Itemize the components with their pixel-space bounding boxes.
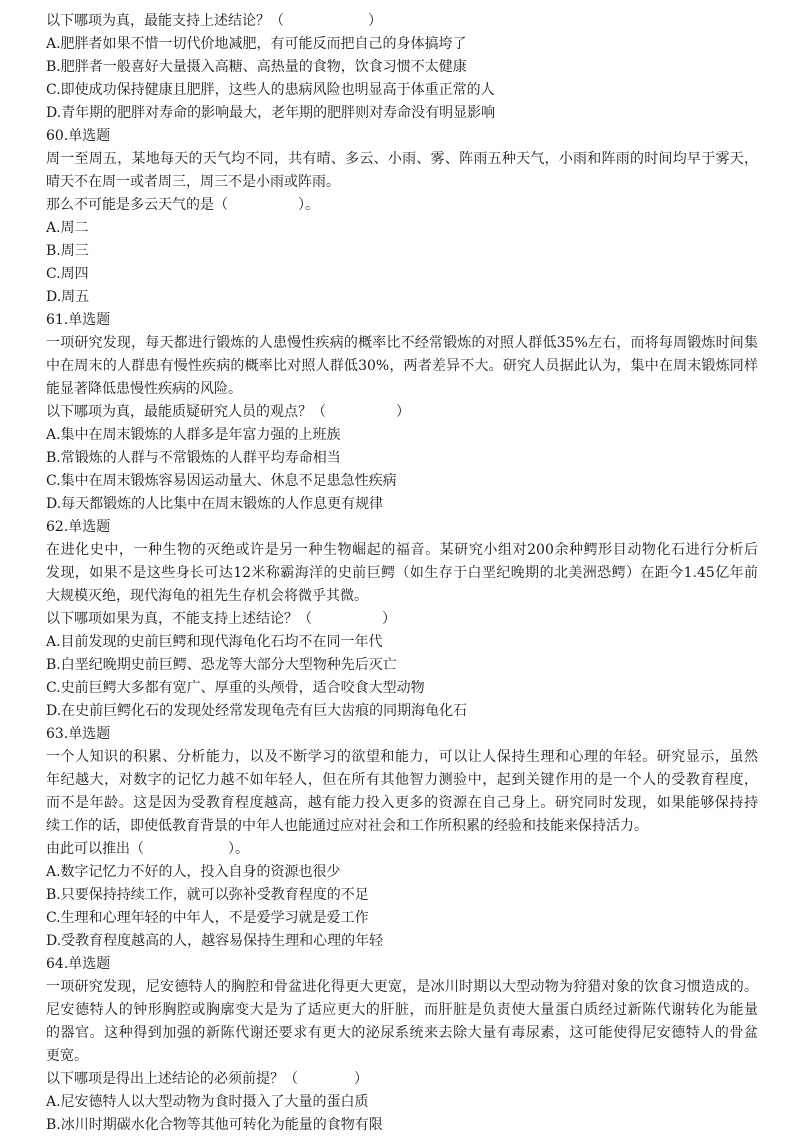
answer-option: C.即使成功保持健康且肥胖，这些人的患病风险也明显高于体重正常的人 — [46, 82, 495, 98]
text-line: 一项研究发现，每天都进行锻炼的人患慢性疾病的概率比不经常锻炼的对照人群低35%左右，而将每周锻炼时间集 — [46, 335, 758, 351]
text-line: 晴天不在周一或者周三，周三不是小雨或阵雨。 — [46, 174, 340, 190]
answer-option: B.常锻炼的人群与不常锻炼的人群平均寿命相当 — [46, 450, 341, 466]
text-line: 尼安德特人的钟形胸腔或胸廓变大是为了适应更大的肝脏，而肝脏是负责使大量蛋白质经过新陈代谢转化为能量 — [46, 1002, 758, 1018]
question-prompt: 那么不可能是多云天气的是（ ）。 — [46, 197, 319, 213]
answer-option: D.每天都锻炼的人比集中在周末锻炼的人作息更有规律 — [46, 496, 384, 512]
question-q63 — [46, 723, 758, 953]
exam-page — [46, 10, 758, 1137]
text-line: 而不是年龄。这是因为受教育程度越高，越有能力投入更多的资源在自己身上。研究同时发现，如果能够保持持 — [46, 795, 758, 811]
answer-option: C.生理和心理年轻的中年人，不是爱学习就是爱工作 — [46, 910, 369, 926]
question-prompt: 由此可以推出（ ）。 — [46, 841, 249, 857]
text-line: 续工作的话，即使低教育背景的中年人也能通过应对社会和工作所积累的经验和技能来保持活力。 — [46, 818, 648, 834]
question-q59-tail — [46, 10, 758, 125]
answer-option: A.集中在周末锻炼的人群多是年富力强的上班族 — [46, 427, 341, 443]
question-q64 — [46, 953, 758, 1137]
question-q62 — [46, 516, 758, 723]
question-prompt: 以下哪项如果为真，不能支持上述结论？（ ） — [46, 611, 396, 627]
question-prompt: 以下哪项是得出上述结论的必须前提？（ ） — [46, 1071, 368, 1087]
text-line: 发现，如果不是这些身长可达12米称霸海洋的史前巨鳄（如生存于白垩纪晚期的北美洲恐鳄）在距今1.45亿年前 — [46, 565, 758, 581]
text-line: 年纪越大，对数字的记忆力越不如年轻人，但在所有其他智力测验中，起到关键作用的是一个人的受教育程度， — [46, 772, 758, 788]
text-line: 一个人知识的积累、分析能力，以及不断学习的欲望和能力，可以让人保持生理和心理的年轻。研究显示，虽然 — [46, 749, 758, 765]
answer-option: A.目前发现的史前巨鳄和现代海龟化石均不在同一年代 — [46, 634, 383, 650]
text-line: 周一至周五，某地每天的天气均不同，共有晴、多云、小雨、雾、阵雨五种天气，小雨和阵雨的时间均早于雾天， — [46, 151, 758, 167]
answer-option: A.周二 — [46, 220, 89, 236]
answer-option: B.肥胖者一般喜好大量摄入高糖、高热量的食物，饮食习惯不太健康 — [46, 59, 467, 75]
answer-option: B.只要保持持续工作，就可以弥补受教育程度的不足 — [46, 887, 369, 903]
text-line: 大规模灭绝，现代海龟的祖先生存机会将微乎其微。 — [46, 588, 368, 604]
question-q61 — [46, 309, 758, 516]
question-q60 — [46, 125, 758, 309]
question-header: 60.单选题 — [46, 128, 111, 144]
question-header: 63.单选题 — [46, 726, 111, 742]
answer-option: B.白垩纪晚期史前巨鳄、恐龙等大部分大型物种先后灭亡 — [46, 657, 397, 673]
text-line: 在进化史中，一种生物的灭绝或许是另一种生物崛起的福音。某研究小组对200余种鳄形目动物化石进行分析后 — [46, 542, 758, 558]
question-prompt: 以下哪项为真，最能支持上述结论？（ ） — [46, 13, 382, 29]
text-line: 的器官。这种得到加强的新陈代谢还要求有更大的泌尿系统来去除大量有毒尿素，这可能使得尼安德特人的骨盆 — [46, 1025, 758, 1041]
text-line: 更宽。 — [46, 1048, 88, 1064]
answer-option: C.史前巨鳄大多都有宽广、厚重的头颅骨，适合咬食大型动物 — [46, 680, 425, 696]
text-line: 一项研究发现，尼安德特人的胸腔和骨盆进化得更大更宽，是冰川时期以大型动物为狩猎对象的饮食习惯造成的。 — [46, 979, 758, 995]
answer-option: A.尼安德特人以大型动物为食时摄入了大量的蛋白质 — [46, 1094, 369, 1110]
answer-option: A.肥胖者如果不惜一切代价地减肥，有可能反而把自己的身体搞垮了 — [46, 36, 467, 52]
answer-option: D.在史前巨鳄化石的发现处经常发现龟壳有巨大齿痕的同期海龟化石 — [46, 703, 468, 719]
answer-option: C.周四 — [46, 266, 89, 282]
answer-option: B.冰川时期碳水化合物等其他可转化为能量的食物有限 — [46, 1117, 383, 1133]
text-line: 中在周末的人群患有慢性疾病的概率比对照人群低30%，两者差异不大。研究人员据此认为，集中在周末锻炼同样 — [46, 358, 758, 374]
answer-option: A.数字记忆力不好的人，投入自身的资源也很少 — [46, 864, 341, 880]
question-header: 64.单选题 — [46, 956, 111, 972]
question-header: 61.单选题 — [46, 312, 111, 328]
answer-option: B.周三 — [46, 243, 89, 259]
text-line: 能显著降低患慢性疾病的风险。 — [46, 381, 242, 397]
answer-option: D.周五 — [46, 289, 90, 305]
question-header: 62.单选题 — [46, 519, 111, 535]
answer-option: D.受教育程度越高的人，越容易保持生理和心理的年轻 — [46, 933, 384, 949]
answer-option: C.集中在周末锻炼容易因运动量大、休息不足患急性疾病 — [46, 473, 397, 489]
answer-option: D.青年期的肥胖对寿命的影响最大，老年期的肥胖则对寿命没有明显影响 — [46, 105, 496, 121]
question-prompt: 以下哪项为真，最能质疑研究人员的观点？（ ） — [46, 404, 410, 420]
